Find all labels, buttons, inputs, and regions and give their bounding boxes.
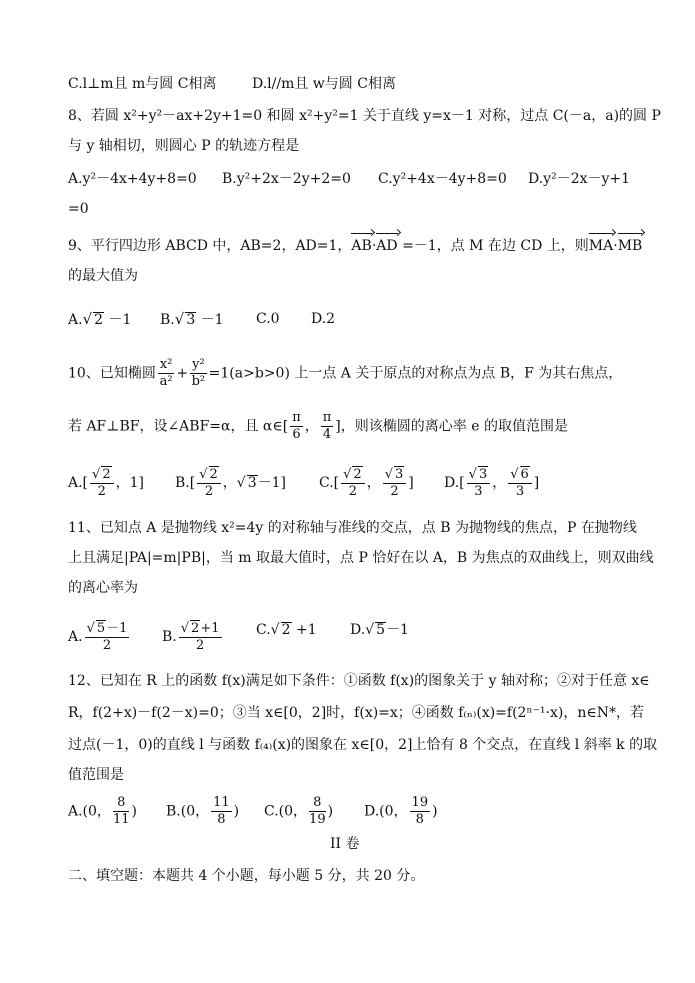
radicand: 2 <box>191 621 200 636</box>
q9-option-a-label: A. <box>68 312 83 328</box>
q12-stem-line1: 12、已知在 R 上的函数 f(x)满足如下条件：①函数 f(x)的图象关于 y 轴对称；②对于任意 x∈ <box>68 673 650 689</box>
q12-option-c-label: C.(0， <box>264 803 308 820</box>
numerator <box>179 620 222 638</box>
q8-stem-line1: 8、若圆 x²+y²－ax+2y+1=0 和圆 x²+y²=1 关于直线 y=x－1 对称，过点 C(－a，a)的圆 P <box>68 108 661 124</box>
q11-stem-line2: 上且满足|PA|=m|PB|，当 m 取最大值时，点 P 恰好在以 A，B 为焦点的双曲线上，则双曲线 <box>68 550 654 566</box>
numerator: 11 <box>213 795 230 810</box>
q11-option-a-label: A. <box>68 629 83 645</box>
sqrt-icon: √ <box>82 310 93 328</box>
q10-option-d-label: D.[ <box>444 475 465 491</box>
denominator: 6 <box>292 427 301 442</box>
section-ii-heading: II 卷 <box>330 836 360 852</box>
radicand: 3 <box>186 312 196 328</box>
denominator: 3 <box>515 484 525 499</box>
q7-option-d: D.l//m且 w与圆 C相离 <box>252 76 396 92</box>
vector-ma: MA <box>588 238 614 254</box>
q12-option-d-label: D.(0， <box>364 803 408 820</box>
q10-line2-prefix: 若 AF⊥BF，设∠ABF=α，且 α∈[ <box>68 418 289 435</box>
q12-option-c <box>264 795 333 828</box>
q12-option-b-label: B.(0， <box>166 803 210 820</box>
q10-stem-line2 <box>68 410 568 443</box>
q8-option-a: A.y²－4x+4y+8=0 <box>68 171 197 187</box>
q9-option-d: D.2 <box>311 311 336 327</box>
q9-option-a-tail: －1 <box>104 312 132 328</box>
q7-option-c: C.l⊥m且 m与圆 C相离 <box>68 76 217 92</box>
dot-operator: · <box>371 238 377 254</box>
numerator <box>197 466 221 484</box>
denominator: 2 <box>390 484 399 499</box>
q9-mid: =－1，点 M 在边 CD 上，则 <box>397 238 589 254</box>
q9-prefix: 9、平行四边形 ABCD 中，AB=2，AD=1， <box>68 238 352 254</box>
numerator <box>341 466 365 484</box>
q10-option-a-label: A.[ <box>68 475 89 491</box>
q10-option-b-tail: －1] <box>257 475 286 491</box>
q10-option-d-tail: ] <box>533 475 540 491</box>
q11-option-c-tail: +1 <box>291 622 317 638</box>
close-paren: ) <box>233 803 240 820</box>
q8-option-b: B.y²+2x－2y+2=0 <box>222 171 351 187</box>
radicand: 5 <box>96 621 106 636</box>
fraction <box>341 466 365 500</box>
vector-mb: MB <box>617 238 643 254</box>
q10-option-c-label: C.[ <box>319 475 340 491</box>
sqrt-icon: √ <box>510 467 519 482</box>
numerator: π <box>322 410 332 425</box>
numerator: π <box>292 410 301 425</box>
radicand: 5 <box>376 622 386 638</box>
q11-option-d-tail: －1 <box>386 622 409 638</box>
radicand: 2 <box>94 312 104 328</box>
q12-option-a-label: A.(0， <box>68 803 111 820</box>
sqrt-icon: √ <box>174 310 185 328</box>
radicand: 2 <box>353 467 362 482</box>
q11-option-d-label: D. <box>350 622 366 638</box>
plus-sign: + <box>176 365 189 382</box>
sqrt-icon: √ <box>384 467 393 482</box>
q9-option-a <box>68 309 131 330</box>
fraction <box>85 620 130 654</box>
numerator: x² <box>159 357 173 372</box>
radicand: 2 <box>209 467 218 482</box>
sqrt-icon: √ <box>270 622 280 638</box>
sqrt-icon: √ <box>468 467 477 482</box>
radicand: 2 <box>102 467 111 482</box>
fraction <box>113 795 130 828</box>
q11-option-d <box>350 620 409 640</box>
q11-option-c <box>256 620 317 640</box>
q12-stem-line3: 过点(－1，0)的直线 l 与函数 f₍₄₎(x)的图象在 x∈[0，2]上恰有 8 个交点，在直线 l 斜率 k 的取 <box>68 737 658 753</box>
q12-stem-line4: 值范围是 <box>68 767 124 783</box>
fraction <box>90 466 114 500</box>
q11-option-a <box>68 620 131 654</box>
q10-prefix: 10、已知椭圆 <box>68 365 156 382</box>
q9-option-b-tail: －1 <box>196 312 224 328</box>
vector-ad: AD <box>376 238 398 254</box>
fraction <box>309 795 326 828</box>
radicand: 3 <box>247 475 257 491</box>
denominator: a² <box>159 374 173 389</box>
q10-option-a <box>68 466 144 500</box>
sqrt-icon: √ <box>343 467 352 482</box>
fraction <box>321 410 334 443</box>
numerator <box>467 466 491 484</box>
numerator: 19 <box>411 795 429 810</box>
q9-stem-line1 <box>68 236 643 256</box>
q12-option-a <box>68 795 137 828</box>
q12-option-b <box>166 795 239 828</box>
sqrt-icon: √ <box>365 622 375 638</box>
q10-option-a-tail: ，1] <box>115 475 144 491</box>
denominator: 2 <box>102 638 112 653</box>
q11-option-b <box>162 620 224 654</box>
fill-in-section-title: 二、填空题：本题共 4 个小题，每小题 5 分，共 20 分。 <box>68 868 425 884</box>
denominator: 2 <box>204 484 214 499</box>
q11-option-c-label: C. <box>256 622 271 638</box>
denominator: 2 <box>348 484 358 499</box>
comma: ， <box>366 475 381 491</box>
numerator-tail: －1 <box>106 621 128 636</box>
fraction <box>211 795 232 828</box>
fraction <box>383 466 407 500</box>
q9-option-c: C.0 <box>256 311 280 327</box>
q12-option-d <box>364 795 438 828</box>
denominator: 2 <box>195 638 205 653</box>
numerator <box>90 466 114 484</box>
numerator <box>508 466 532 484</box>
fraction <box>197 466 221 500</box>
fraction <box>158 357 175 390</box>
q10-option-b <box>175 466 286 500</box>
radicand: 2 <box>281 622 291 638</box>
denominator: 19 <box>309 812 326 827</box>
fraction <box>410 795 431 828</box>
sqrt-icon: √ <box>86 621 95 636</box>
radicand: 3 <box>395 467 404 482</box>
numerator: 8 <box>113 795 130 812</box>
comma: ， <box>492 475 507 491</box>
q10-line2-suffix: ]，则该椭圆的离心率 e 的取值范围是 <box>335 418 568 435</box>
q10-option-d <box>444 466 539 500</box>
q8-stem-line2: 与 y 轴相切，则圆心 P 的轨迹方程是 <box>68 138 300 154</box>
sqrt-icon: √ <box>199 467 208 482</box>
comma: ， <box>304 418 319 435</box>
q11-option-b-label: B. <box>162 629 177 645</box>
q11-stem-line1: 11、已知点 A 是抛物线 x²=4y 的对称轴与准线的交点，点 B 为抛物线的焦点，P 在抛物线 <box>68 520 637 536</box>
denominator: 8 <box>217 812 226 827</box>
fraction <box>190 357 207 390</box>
numerator: y² <box>192 357 205 372</box>
q10-stem-line1 <box>68 357 622 390</box>
comma: ， <box>222 475 237 491</box>
sqrt-icon: √ <box>236 475 246 491</box>
sqrt-icon: √ <box>92 467 101 482</box>
denominator: 11 <box>112 812 130 827</box>
denominator: 8 <box>415 812 424 827</box>
fraction <box>179 620 222 654</box>
q9-option-b <box>160 309 224 330</box>
q9-stem-line2: 的最大值为 <box>68 268 138 284</box>
numerator <box>383 466 407 484</box>
fraction <box>467 466 491 500</box>
q12-stem-line2: R，f(2+x)－f(2－x)=0；③当 x∈[0，2]时，f(x)=x；④函数 f₍ₙ₎(x)=f(2ⁿ⁻¹·x)，n∈N*，若 <box>68 705 644 721</box>
q10-option-c <box>319 466 414 500</box>
denominator: 2 <box>97 484 106 499</box>
denominator: 4 <box>322 427 332 442</box>
sqrt-icon: √ <box>180 621 190 636</box>
q11-stem-line3: 的离心率为 <box>68 580 138 596</box>
denominator: 3 <box>474 484 483 499</box>
close-paren: ) <box>327 803 334 820</box>
dot-operator: · <box>613 238 618 254</box>
numerator: 8 <box>309 795 326 812</box>
close-paren: ) <box>131 803 137 820</box>
close-paren: ) <box>432 803 438 820</box>
q10-option-b-label: B.[ <box>175 475 196 491</box>
radicand: 6 <box>520 467 529 482</box>
q8-option-d: D.y²－2x－y+1 <box>528 171 631 187</box>
q9-option-b-label: B. <box>160 312 175 328</box>
numerator-tail: +1 <box>200 621 220 636</box>
q8-option-c: C.y²+4x－4y+8=0 <box>378 171 507 187</box>
vector-ab: AB <box>351 238 372 254</box>
fraction <box>290 410 303 443</box>
denominator: b² <box>191 374 206 389</box>
fraction <box>508 466 532 500</box>
numerator <box>85 620 130 638</box>
radicand: 3 <box>478 467 488 482</box>
q8-option-d-tail: =0 <box>68 201 89 217</box>
q10-condition: =1(a>b>0) 上一点 A 关于原点的对称点为点 B，F 为其右焦点， <box>208 365 623 382</box>
q10-option-c-tail: ] <box>408 475 414 491</box>
